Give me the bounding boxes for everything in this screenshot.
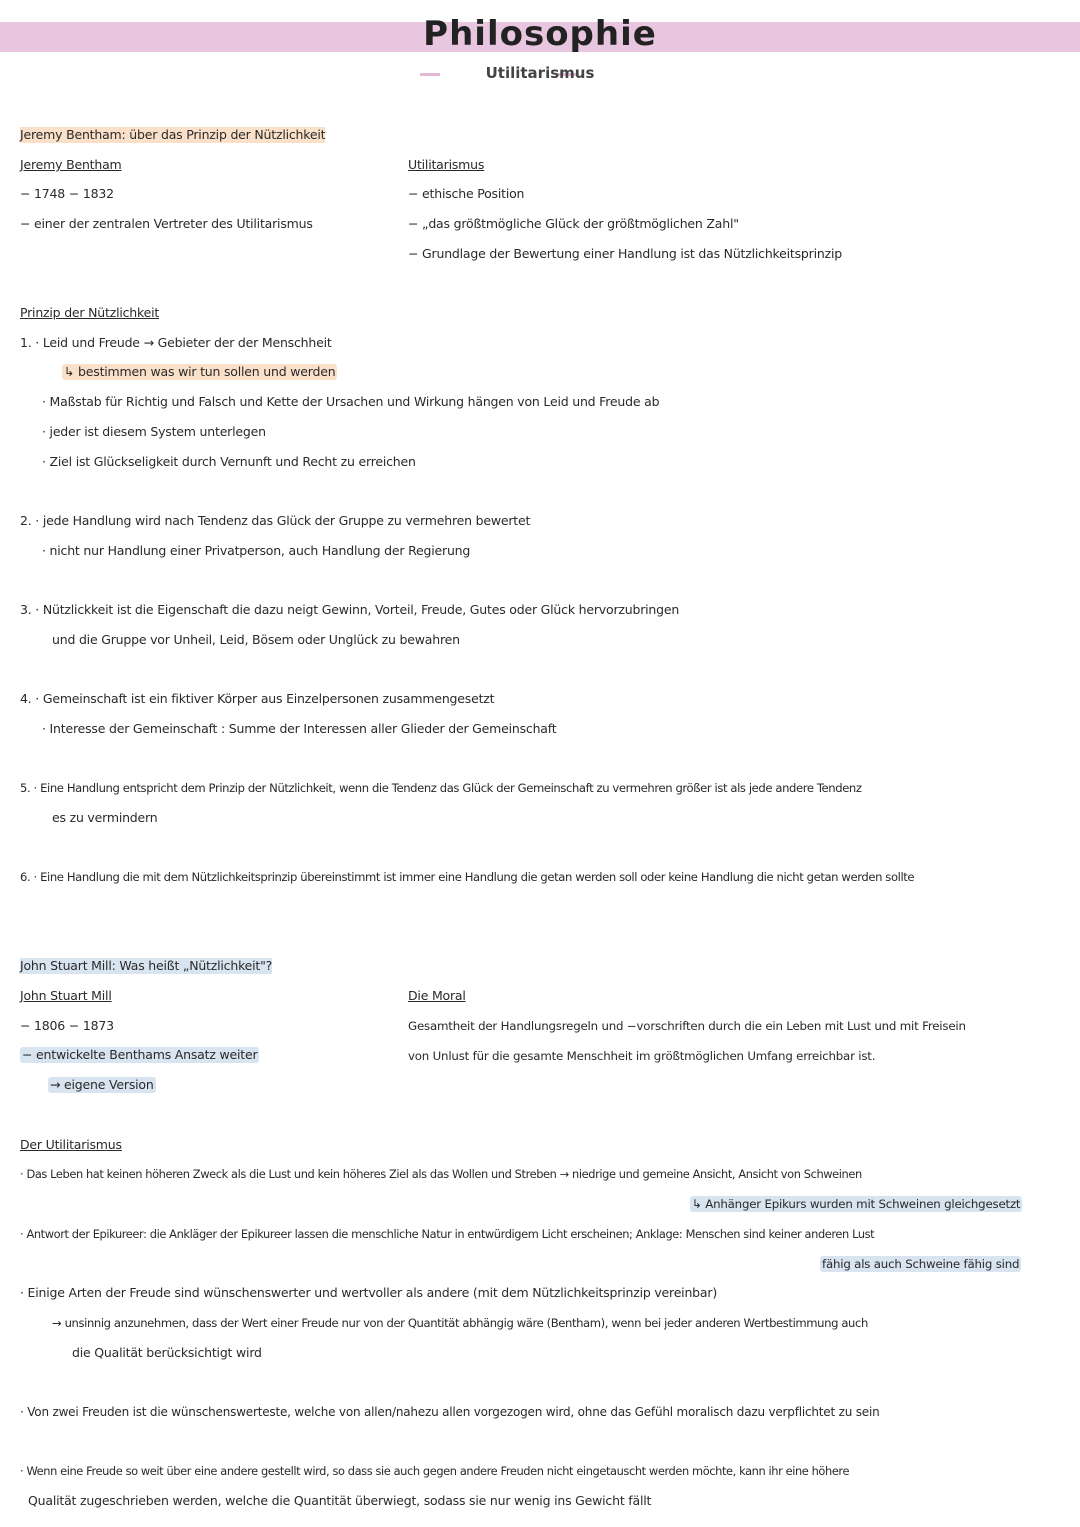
utilitarismus-line: · Das Leben hat keinen höheren Zweck als die Lust und kein höheres Ziel als das Wollen und Streben → niedrige und gemeine Ansicht, Ansicht von Schweinen [20,1167,862,1181]
prinzip-line: 3. · Nützlickkeit ist die Eigenschaft die dazu neigt Gewinn, Vorteil, Freude, Gutes oder Glück hervorzubringen [20,602,680,617]
bentham-heading: Jeremy Bentham: über das Prinzip der Nützlichkeit [20,127,326,142]
mill-left-line: − entwickelte Benthams Ansatz weiter [22,1047,258,1062]
bentham-left-line: − 1748 − 1832 [20,186,114,201]
mill-heading: John Stuart Mill: Was heißt „Nützlichkeit"? [20,958,273,973]
utilitarismus-line: · Einige Arten der Freude sind wünschenswerter und wertvoller als andere (mit dem Nützlichkeitsprinzip vereinbar) [20,1285,717,1300]
mill-right-line: von Unlust für die gesamte Menschheit im größtmöglichen Umfang erreichbar ist. [408,1049,876,1063]
utilitarismus-line: · Wenn eine Freude so weit über eine andere gestellt wird, so dass sie auch gegen andere Freuden nicht eingetauscht werden möchte, kann ihr eine höhere [20,1464,850,1478]
bentham-left-line: − einer der zentralen Vertreter des Utilitarismus [20,216,313,231]
mill-right-line: Gesamtheit der Handlungsregeln und −vorschriften durch die ein Leben mit Lust und mit Freisein [408,1019,966,1033]
bentham-right-line: − „das größtmögliche Glück der größtmöglichen Zahl" [408,216,739,231]
prinzip-line: und die Gruppe vor Unheil, Leid, Bösem oder Unglück zu bewahren [52,632,460,647]
page-title: Philosophie [423,14,657,54]
utilitarismus-line: → unsinnig anzunehmen, dass der Wert einer Freude nur von der Quantität abhängig wäre (Bentham), wenn bei jeder anderen Wertbestimmung auch [52,1316,868,1330]
mill-left-title: John Stuart Mill [20,988,112,1003]
prinzip-line: 5. · Eine Handlung entspricht dem Prinzip der Nützlichkeit, wenn die Tendenz das Glück der Gemeinschaft zu vermehren größer ist als jede andere Tendenz [20,781,862,795]
prinzip-line: · Maßstab für Richtig und Falsch und Kette der Ursachen und Wirkung hängen von Leid und Freude ab [42,394,660,409]
bentham-right-line: − Grundlage der Bewertung einer Handlung ist das Nützlichkeitsprinzip [408,246,842,261]
prinzip-heading: Prinzip der Nützlichkeit [20,305,160,320]
prinzip-line: 2. · jede Handlung wird nach Tendenz das Glück der Gruppe zu vermehren bewertet [20,513,531,528]
prinzip-line: 6. · Eine Handlung die mit dem Nützlichkeitsprinzip übereinstimmt ist immer eine Handlung die getan werden soll oder keine Handlung die nicht getan werden sollte [20,870,915,884]
prinzip-line: ↳ bestimmen was wir tun sollen und werden [64,364,336,379]
prinzip-line: · jeder ist diesem System unterlegen [42,424,266,439]
utilitarismus-line: Qualität zugeschrieben werden, welche die Quantität überwiegt, sodass sie nur wenig ins Gewicht fällt [28,1493,652,1508]
bentham-left-title: Jeremy Bentham [20,157,122,172]
prinzip-line: · nicht nur Handlung einer Privatperson, auch Handlung der Regierung [42,543,471,558]
prinzip-line: 1. · Leid und Freude → Gebieter der der Menschheit [20,335,332,350]
utilitarismus-line: · Antwort der Epikureer: die Ankläger der Epikureer lassen die menschliche Natur in entwürdigem Licht erscheinen; Anklage: Menschen sind keiner anderen Lust [20,1227,875,1241]
mill-right-title: Die Moral [408,988,466,1003]
prinzip-line: · Interesse der Gemeinschaft : Summe der Interessen aller Glieder der Gemeinschaft [42,721,557,736]
utilitarismus-line: · Von zwei Freuden ist die wünschenswerteste, welche von allen/nahezu allen vorgezogen wird, ohne das Gefühl moralisch dazu verpflichtet zu sein [20,1405,880,1419]
page-subtitle: Utilitarismus [485,64,595,82]
prinzip-line: 4. · Gemeinschaft ist ein fiktiver Körper aus Einzelpersonen zusammengesetzt [20,691,495,706]
prinzip-line: · Ziel ist Glückseligkeit durch Vernunft und Recht zu erreichen [42,454,416,469]
mill-left-line: → eigene Version [50,1077,154,1092]
utilitarismus-line: ↳ Anhänger Epikurs wurden mit Schweinen gleichgesetzt [692,1197,1021,1211]
prinzip-line: es zu vermindern [52,810,158,825]
bentham-right-title: Utilitarismus [408,157,485,172]
utilitarismus-line: die Qualität berücksichtigt wird [72,1345,262,1360]
utilitarismus-heading: Der Utilitarismus [20,1137,122,1152]
bentham-right-line: − ethische Position [408,186,525,201]
mill-left-line: − 1806 − 1873 [20,1018,114,1033]
utilitarismus-line: fähig als auch Schweine fähig sind [822,1257,1020,1271]
